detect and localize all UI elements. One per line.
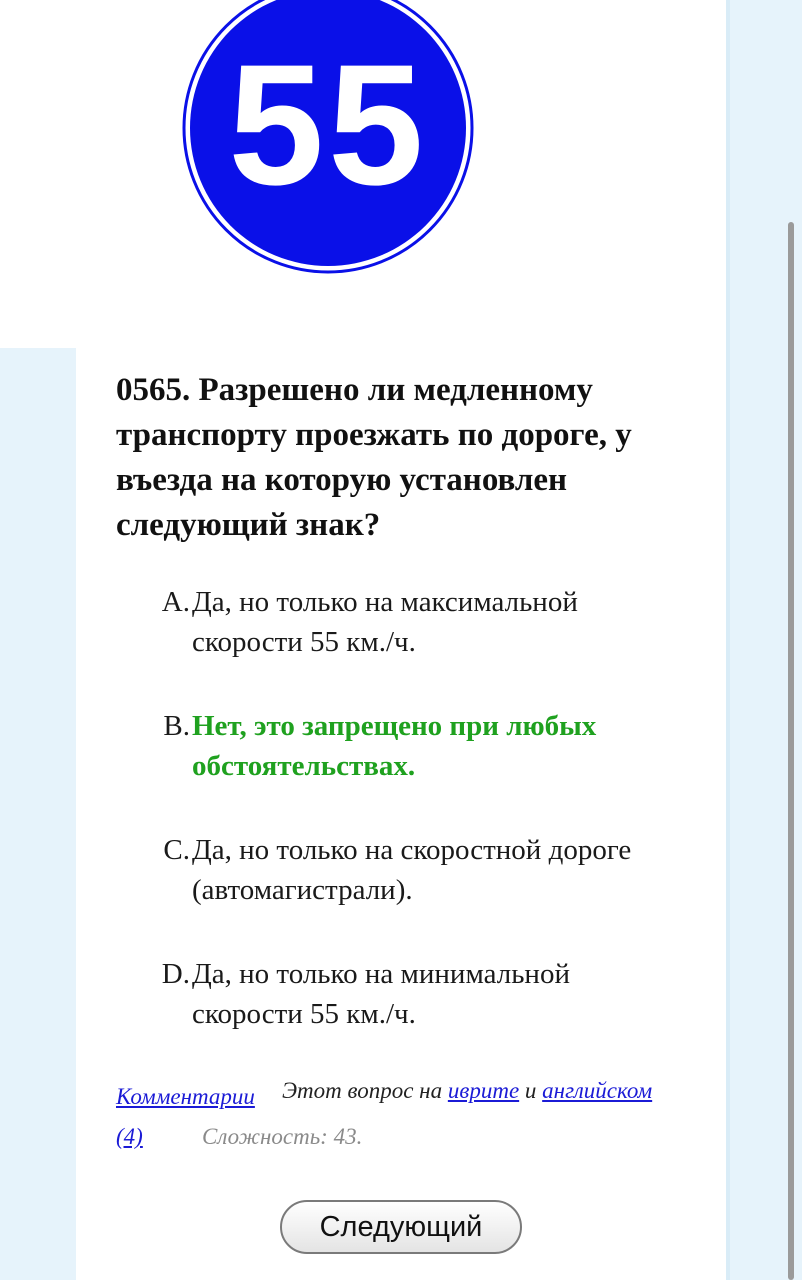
answer-letter: B. [163,710,190,742]
answer-letter: C. [163,834,190,866]
answer-text: Да, но только на максимальной скорости 55 км./ч. [192,586,578,658]
answer-text: Да, но только на минимальной скорости 55 км./ч. [192,958,570,1030]
question-text: 0565. Разрешено ли медленному транспорту проезжать по дороге, у въезда на которую установлен следующий знак? [116,372,632,543]
next-button[interactable]: Следующий [280,1200,522,1254]
comments-count-link[interactable]: (4) [116,1124,143,1149]
hebrew-link[interactable]: иврите [447,1078,520,1103]
scrollbar[interactable] [788,222,794,1280]
language-and: и [524,1078,537,1103]
language-prefix: Этот вопрос на [282,1078,443,1103]
content-edge [726,0,730,1280]
answer-text: Да, но только на скоростной дороге (автомагистрали). [192,834,632,906]
difficulty-label: Сложность: 43. [202,1124,363,1149]
english-link[interactable]: английском [542,1078,653,1103]
sign-number: 55 [228,29,428,221]
page-background-left [0,348,76,1280]
answer-text-correct: Нет, это запрещено при любых обстоятельствах. [192,710,597,782]
comments-link[interactable]: Комментарии [116,1084,255,1109]
language-links [282,1078,652,1104]
answer-letter: D. [161,958,190,990]
speed-55-road-sign [180,0,476,276]
answer-letter: A. [161,586,190,618]
